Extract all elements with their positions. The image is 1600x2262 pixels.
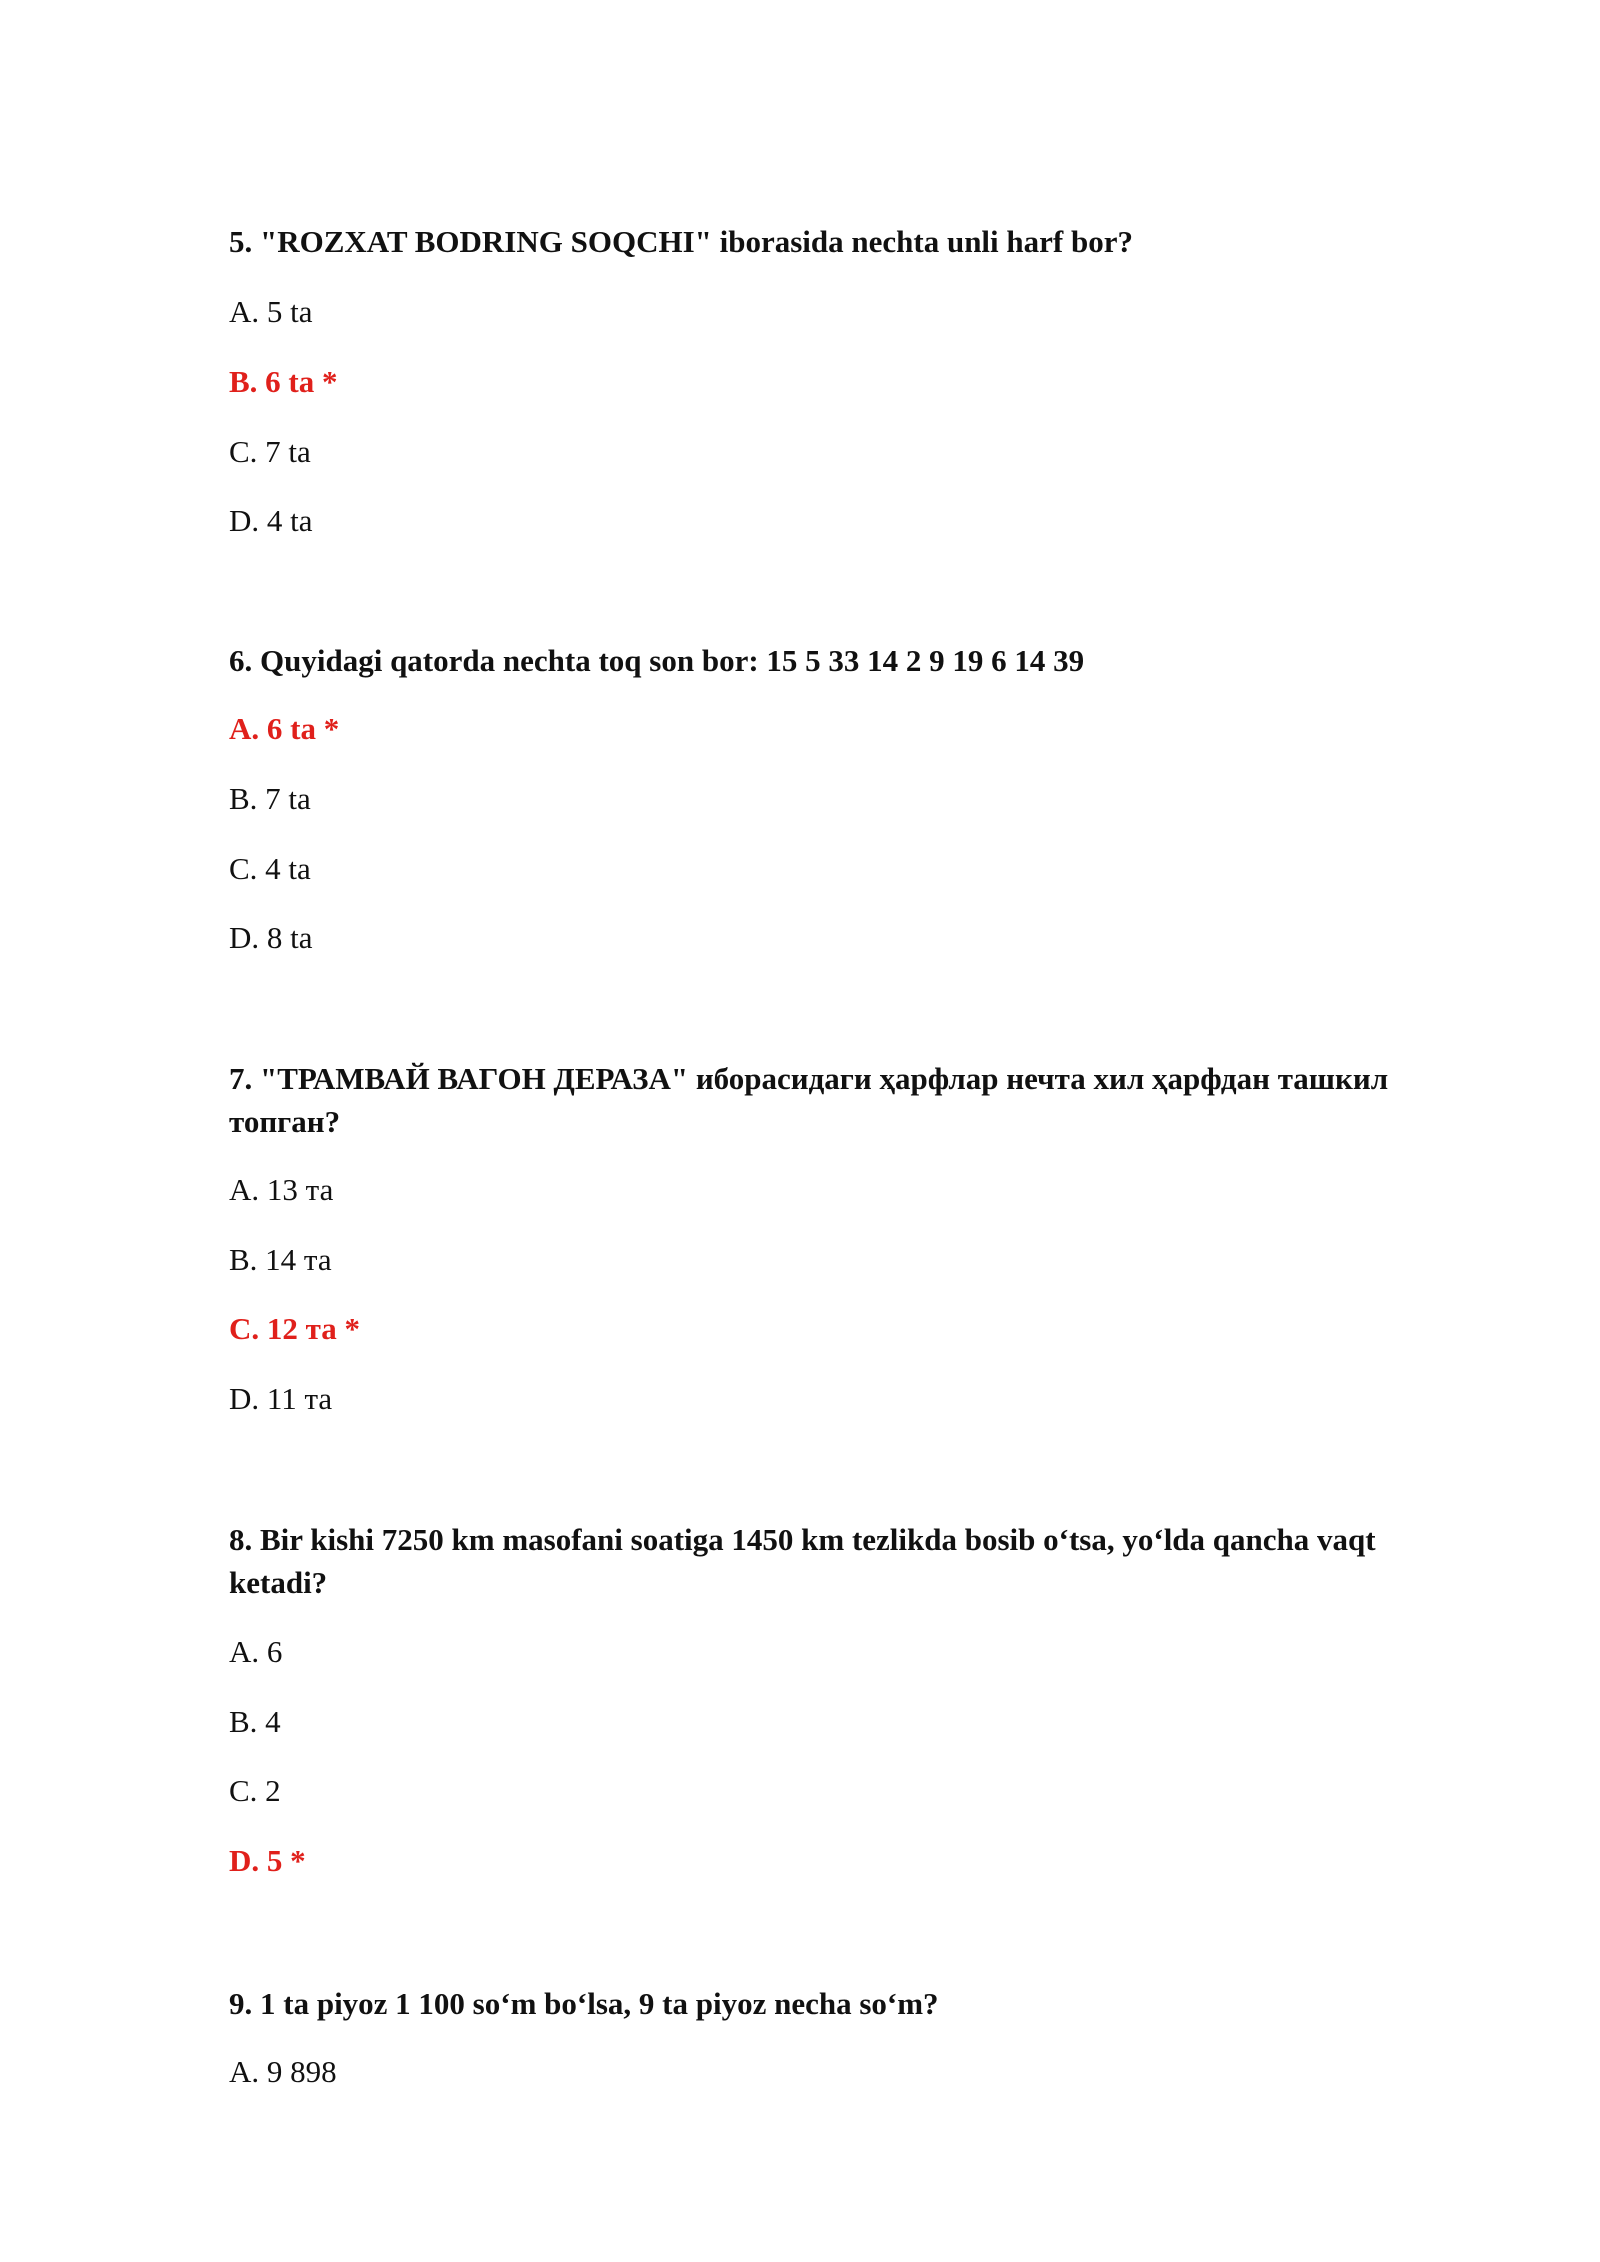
option-b: B. 14 та <box>229 1242 332 1277</box>
option-a: A. 6 <box>229 1634 283 1669</box>
question-5 <box>229 220 1459 538</box>
question-6 <box>229 639 1459 955</box>
question-text: 9. 1 ta piyoz 1 100 so‘m bo‘lsa, 9 ta piyoz necha so‘m? <box>229 1986 939 2021</box>
option-a-correct: A. 6 ta * <box>229 711 340 746</box>
option-b: B. 7 ta <box>229 781 311 816</box>
question-text: 6. Quyidagi qatorda nechta toq son bor: 15 5 33 14 2 9 19 6 14 39 <box>229 643 1085 678</box>
option-c: C. 2 <box>229 1773 281 1808</box>
option-d: D. 11 та <box>229 1381 333 1416</box>
option-d: D. 8 ta <box>229 920 313 955</box>
question-text: 7. "ТРАМВАЙ ВАГОН ДЕРАЗА" иборасидаги ҳарфлар нечта хил ҳарфдан ташкил топган? <box>229 1061 1389 1139</box>
question-text: 8. Bir kishi 7250 km masofani soatiga 1450 km tezlikda bosib o‘tsa, yo‘lda qancha vaqt ketadi? <box>229 1522 1376 1600</box>
option-d-correct: D. 5 * <box>229 1843 306 1878</box>
option-b: B. 4 <box>229 1704 281 1739</box>
option-a: A. 13 та <box>229 1172 334 1207</box>
question-text: 5. "ROZXAT BODRING SOQCHI" iborasida nechta unli harf bor? <box>229 224 1133 259</box>
question-9 <box>229 1982 1459 2089</box>
option-c-correct: C. 12 та * <box>229 1311 360 1346</box>
question-7 <box>229 1057 1459 1416</box>
question-8 <box>229 1518 1459 1878</box>
option-d: D. 4 ta <box>229 503 313 538</box>
option-b-correct: B. 6 ta * <box>229 364 338 399</box>
option-c: C. 4 ta <box>229 851 311 886</box>
option-a: A. 5 ta <box>229 294 313 329</box>
option-c: C. 7 ta <box>229 434 311 469</box>
option-a: A. 9 898 <box>229 2054 337 2089</box>
